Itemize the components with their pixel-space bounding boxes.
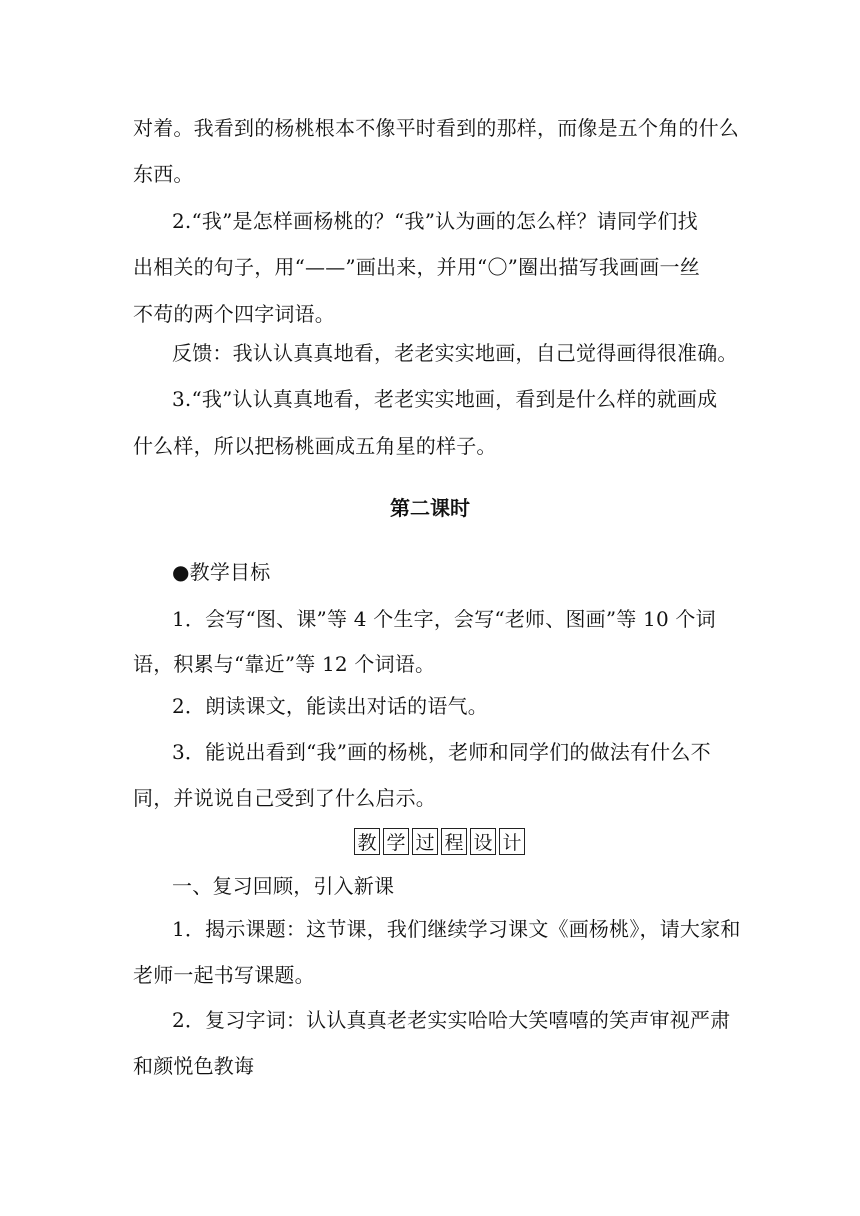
goal-line: 3．能说出看到“我”画的杨桃，老师和同学们的做法有什么不 bbox=[172, 740, 711, 764]
section-title: 第二课时 bbox=[390, 496, 470, 520]
paragraph-line: 3.“我”认认真真地看，老老实实地画，看到是什么样的就画成 bbox=[172, 387, 718, 411]
title-char-box: 过 bbox=[412, 828, 438, 855]
paragraph-line: 反馈：我认认真真地看，老老实实地画，自己觉得画得很准确。 bbox=[172, 341, 738, 365]
process-line: 1．揭示课题：这节课，我们继续学习课文《画杨桃》，请大家和 bbox=[172, 917, 741, 941]
process-line: 老师一起书写课题。 bbox=[133, 963, 315, 987]
process-line: 一、复习回顾，引入新课 bbox=[172, 874, 395, 898]
paragraph-line: 不苟的两个四字词语。 bbox=[133, 302, 335, 326]
title-char-box: 学 bbox=[383, 828, 409, 855]
title-char-box: 程 bbox=[441, 828, 467, 855]
goal-line: 2．朗读课文，能读出对话的语气。 bbox=[172, 694, 488, 718]
goal-line: 1．会写“图、课”等 4 个生字，会写“老师、图画”等 10 个词 bbox=[172, 607, 716, 631]
goal-line: 同，并说说自己受到了什么启示。 bbox=[133, 786, 436, 810]
paragraph-line: 对着。我看到的杨桃根本不像平时看到的那样，而像是五个角的什么 bbox=[133, 116, 739, 140]
process-line: 2．复习字词：认认真真老老实实哈哈大笑嘻嘻的笑声审视严肃 bbox=[172, 1008, 731, 1032]
paragraph-line: 2.“我”是怎样画杨桃的？“我”认为画的怎么样？请同学们找 bbox=[172, 209, 698, 233]
process-title-boxes bbox=[354, 828, 525, 855]
paragraph-line: 什么样，所以把杨桃画成五角星的样子。 bbox=[133, 434, 497, 458]
paragraph-line: 东西。 bbox=[133, 162, 194, 186]
paragraph-line: 出相关的句子，用“——”画出来，并用“〇”圈出描写我画画一丝 bbox=[133, 255, 700, 279]
title-char-box: 教 bbox=[354, 828, 380, 855]
title-char-box: 设 bbox=[470, 828, 496, 855]
goals-heading: ●教学目标 bbox=[172, 560, 271, 584]
goal-line: 语，积累与“靠近”等 12 个词语。 bbox=[133, 652, 436, 676]
process-line: 和颜悦色教诲 bbox=[133, 1054, 255, 1078]
title-char-box: 计 bbox=[499, 828, 525, 855]
